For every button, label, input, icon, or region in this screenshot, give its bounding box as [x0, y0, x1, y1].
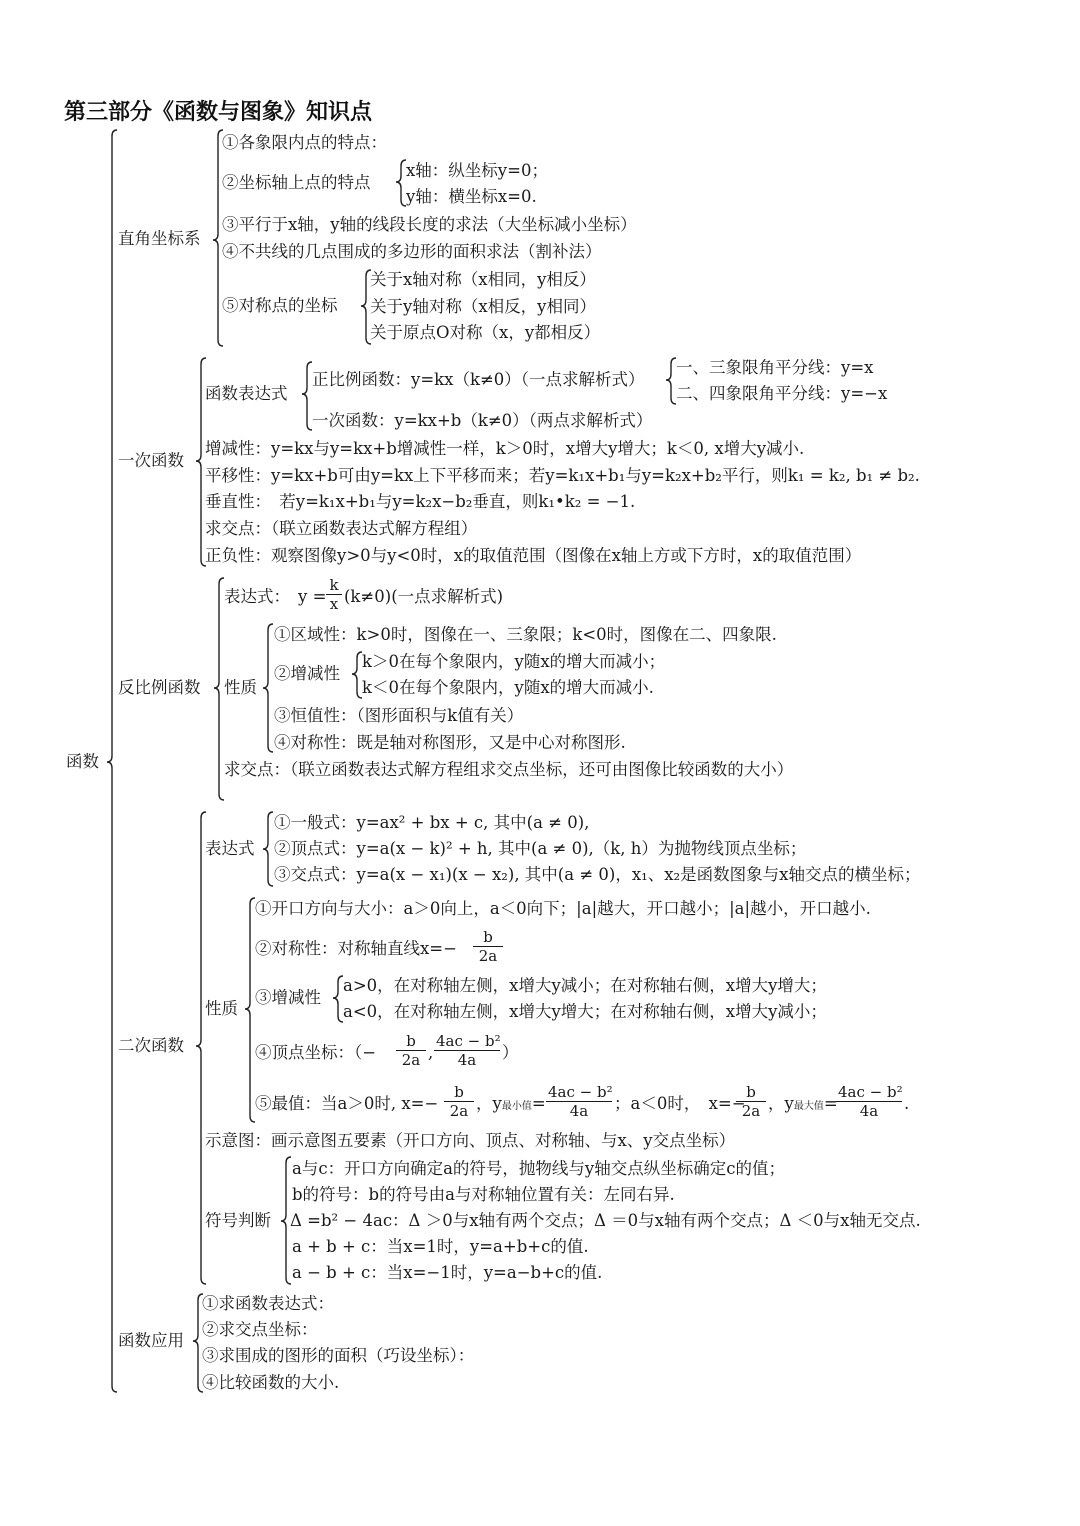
quad-p5-frac-2-num: 4ac − b² [548, 1083, 613, 1101]
linear-label: 一次函数 [118, 451, 184, 470]
quad-expr-2: ②顶点式：y=a(x − k)² + h, 其中(a ≠ 0),（k, h）为抛物线顶点坐标； [274, 839, 807, 858]
quad-p4-close: ） [502, 1043, 519, 1062]
quad-p5-frac-3-num: b [736, 1083, 766, 1102]
brace-quad-nature [245, 898, 255, 1122]
quad-vertex-x [396, 1032, 426, 1069]
app-item-2: ②求交点坐标： [202, 1320, 318, 1339]
quad-p4: ④顶点坐标：（− [255, 1043, 377, 1062]
inverse-expr-pre: 表达式： [224, 587, 290, 606]
app-item-4: ④比较函数的大小. [202, 1373, 340, 1392]
quad-p3a: a>0，在对称轴左侧，x增大y减小；在对称轴右侧，x增大y增大； [343, 976, 827, 995]
coord-item-5a: 关于x轴对称（x相同，y相反） [370, 270, 596, 289]
brace-root [107, 130, 117, 1392]
quad-expr-label: 表达式 [205, 839, 255, 858]
brace-linear-expr [302, 362, 312, 430]
quad-axis-num: b [473, 928, 503, 947]
quad-p5-frac-4-num: 4ac − b² [838, 1083, 903, 1101]
linear-prop-a: 一、三象限角平分线：y=x [676, 358, 874, 377]
quad-p5-max-sub: 最大值 [793, 1101, 824, 1112]
quad-sign-label: 符号判断 [205, 1211, 271, 1230]
quad-p5-frac-2 [546, 1083, 612, 1120]
coord-item-2a: x轴：纵坐标y=0； [406, 161, 548, 180]
quad-axis-den: 2a [478, 947, 498, 965]
linear-row-2: 平移性：y=kx+b可由y=kx上下平移而来；若y=k₁x+b₁与y=k₂x+b₂平行，则k₁ = k₂, b₁ ≠ b₂. [205, 466, 920, 485]
linear-row-5: 正负性：观察图像y>0与y<0时，x的取值范围（图像在x轴上方或下方时，x的取值范围） [205, 546, 862, 565]
inverse-n2a: k＞0在每个象限内，y随x的增大而减小； [362, 652, 666, 671]
brace-inverse-n2 [352, 652, 362, 698]
inverse-n2: ②增减性 [274, 664, 340, 683]
quad-p5-min-sub: 最小值 [501, 1101, 532, 1112]
brace-quad-p3 [333, 976, 343, 1022]
linear-proportional: 正比例函数：y=kx（k≠0）（一点求解析式） [312, 370, 645, 389]
quad-sign-5: a − b + c：当x=−1时，y=a−b+c的值. [292, 1263, 603, 1282]
quad-expr-3: ③交点式：y=a(x − x₁)(x − x₂), 其中(a ≠ 0)，x₁、x₂是函数图象与x轴交点的横坐标； [274, 865, 921, 884]
quad-p5-frac-3-den: 2a [741, 1102, 761, 1120]
quad-p2: ②对称性：对称轴直线x=− [255, 939, 457, 958]
page-title: 第三部分《函数与图象》知识点 [64, 100, 373, 125]
linear-general: 一次函数：y=kx+b（k≠0）（两点求解析式） [312, 411, 653, 430]
inverse-frac-numerator: k [326, 576, 342, 595]
coord-item-4: ④不共线的几点围成的多边形的面积求法（割补法） [222, 242, 602, 261]
brace-quad-expr [263, 812, 273, 886]
linear-row-3: 垂直性： 若y=k₁x+b₁与y=k₂x−b₂垂直，则k₁•k₂ = −1. [205, 492, 636, 511]
quad-p3b: a<0，在对称轴左侧，x增大y增大；在对称轴右侧，x增大y减小； [343, 1002, 827, 1021]
brace-inverse [214, 578, 224, 800]
quad-p5-y1-text: ，y [476, 1094, 502, 1113]
quad-p5-mid: ；a＜0时， x=− [614, 1094, 746, 1113]
quad-sign-3: Δ =b² − 4ac：Δ ＞0与x轴有两个交点；Δ ＝0与x轴有两个交点；Δ ＜0与x轴无交点. [290, 1211, 921, 1230]
quad-vertex-x-num: b [396, 1032, 426, 1051]
quad-p5-end: . [904, 1094, 910, 1113]
quad-sign-2: b的符号：b的符号由a与对称轴位置有关：左同右异. [292, 1185, 675, 1204]
quad-nature-label: 性质 [205, 999, 238, 1018]
linear-row-4: 求交点：（联立函数表达式解方程组） [205, 519, 478, 538]
quad-p5-y1 [476, 1094, 546, 1117]
inverse-expr-post: (k≠0)(一点求解析式) [344, 587, 504, 606]
inverse-n1: ①区域性：k>0时，图像在一、三象限；k<0时，图像在二、四象限. [274, 625, 777, 644]
root-label: 函数 [66, 752, 99, 771]
inverse-y-eq: y = [298, 587, 327, 606]
coord-item-5: ⑤对称点的坐标 [222, 296, 338, 315]
quad-p5-frac-1-den: 2a [449, 1102, 469, 1120]
coord-item-5c: 关于原点O对称（x，y都相反） [370, 323, 601, 342]
inverse-intersect: 求交点：（联立函数表达式解方程组求交点坐标，还可由图像比较函数的大小） [224, 760, 794, 779]
linear-prop-b: 二、四象限角平分线：y=−x [676, 384, 888, 403]
coord-label: 直角坐标系 [118, 229, 201, 248]
quad-p5-frac-4-den: 4a [859, 1102, 879, 1120]
quad-sign-4: a + b + c：当x=1时，y=a+b+c的值. [292, 1237, 589, 1256]
quad-expr-1: ①一般式：y=ax² + bx + c, 其中(a ≠ 0), [274, 813, 590, 832]
inverse-n4: ④对称性：既是轴对称图形，又是中心对称图形. [274, 733, 626, 752]
coord-item-1: ①各象限内点的特点： [222, 133, 387, 152]
inverse-frac-denominator: x [329, 595, 339, 613]
quad-p5-y2 [768, 1094, 838, 1117]
inverse-n2b: k＜0在每个象限内，y随x的增大而减小. [362, 678, 654, 697]
inverse-label: 反比例函数 [118, 678, 201, 697]
linear-expr-label: 函数表达式 [205, 384, 288, 403]
quad-p5-frac-2-den: 4a [569, 1102, 589, 1120]
app-label: 函数应用 [118, 1331, 184, 1350]
quad-vertex-x-den: 2a [401, 1051, 421, 1069]
coord-item-2: ②坐标轴上点的特点 [222, 173, 371, 192]
coord-item-2b: y轴：横坐标x=0. [406, 187, 537, 206]
coord-item-5b: 关于y轴对称（x相反，y相同） [370, 297, 596, 316]
inverse-nature-label: 性质 [224, 678, 257, 697]
quad-vertex-y-num: 4ac − b² [436, 1032, 501, 1050]
brace-inverse-nature [263, 624, 273, 752]
app-item-1: ①求函数表达式： [202, 1294, 334, 1313]
coord-item-3: ③平行于x轴，y轴的线段长度的求法（大坐标减小坐标） [222, 215, 637, 234]
linear-row-1: 增减性：y=kx与y=kx+b增减性一样，k＞0时，x增大y增大；k＜0, x增大y减小. [205, 439, 805, 458]
quad-axis-fraction [473, 928, 503, 965]
quad-p5-eq-1: = [531, 1094, 546, 1113]
inverse-fraction [326, 576, 342, 613]
app-item-3: ③求围成的图形的面积（巧设坐标）： [202, 1346, 475, 1365]
quad-p5-frac-1-num: b [444, 1083, 474, 1102]
quad-p5-frac-3 [736, 1083, 766, 1120]
brace-coord-2 [396, 160, 406, 206]
quad-sketch: 示意图：画示意图五要素（开口方向、顶点、对称轴、与x、y交点坐标） [205, 1131, 736, 1150]
quad-p5-pre: ⑤最值：当a＞0时, x=− [255, 1094, 439, 1113]
quad-vertex-y [434, 1032, 500, 1069]
quad-sign-1: a与c：开口方向确定a的符号，抛物线与y轴交点纵坐标确定c的值； [292, 1159, 785, 1178]
quad-vertex-y-den: 4a [457, 1051, 477, 1069]
quad-p1: ①开口方向与大小：a＞0向上，a＜0向下；|a|越大，开口越小；|a|越小，开口越小. [255, 899, 871, 918]
quad-p3: ③增减性 [255, 988, 321, 1007]
inverse-n3: ③恒值性：（图形面积与k值有关） [274, 706, 524, 725]
quad-p5-frac-4 [836, 1083, 902, 1120]
quad-p5-eq-2: = [823, 1094, 838, 1113]
quad-p5-y2-text: ，y [768, 1094, 794, 1113]
quad-p4-comma: , [428, 1043, 434, 1062]
quad-label: 二次函数 [118, 1036, 184, 1055]
quad-p5-frac-1 [444, 1083, 474, 1120]
brace-linear-prop [666, 358, 676, 404]
